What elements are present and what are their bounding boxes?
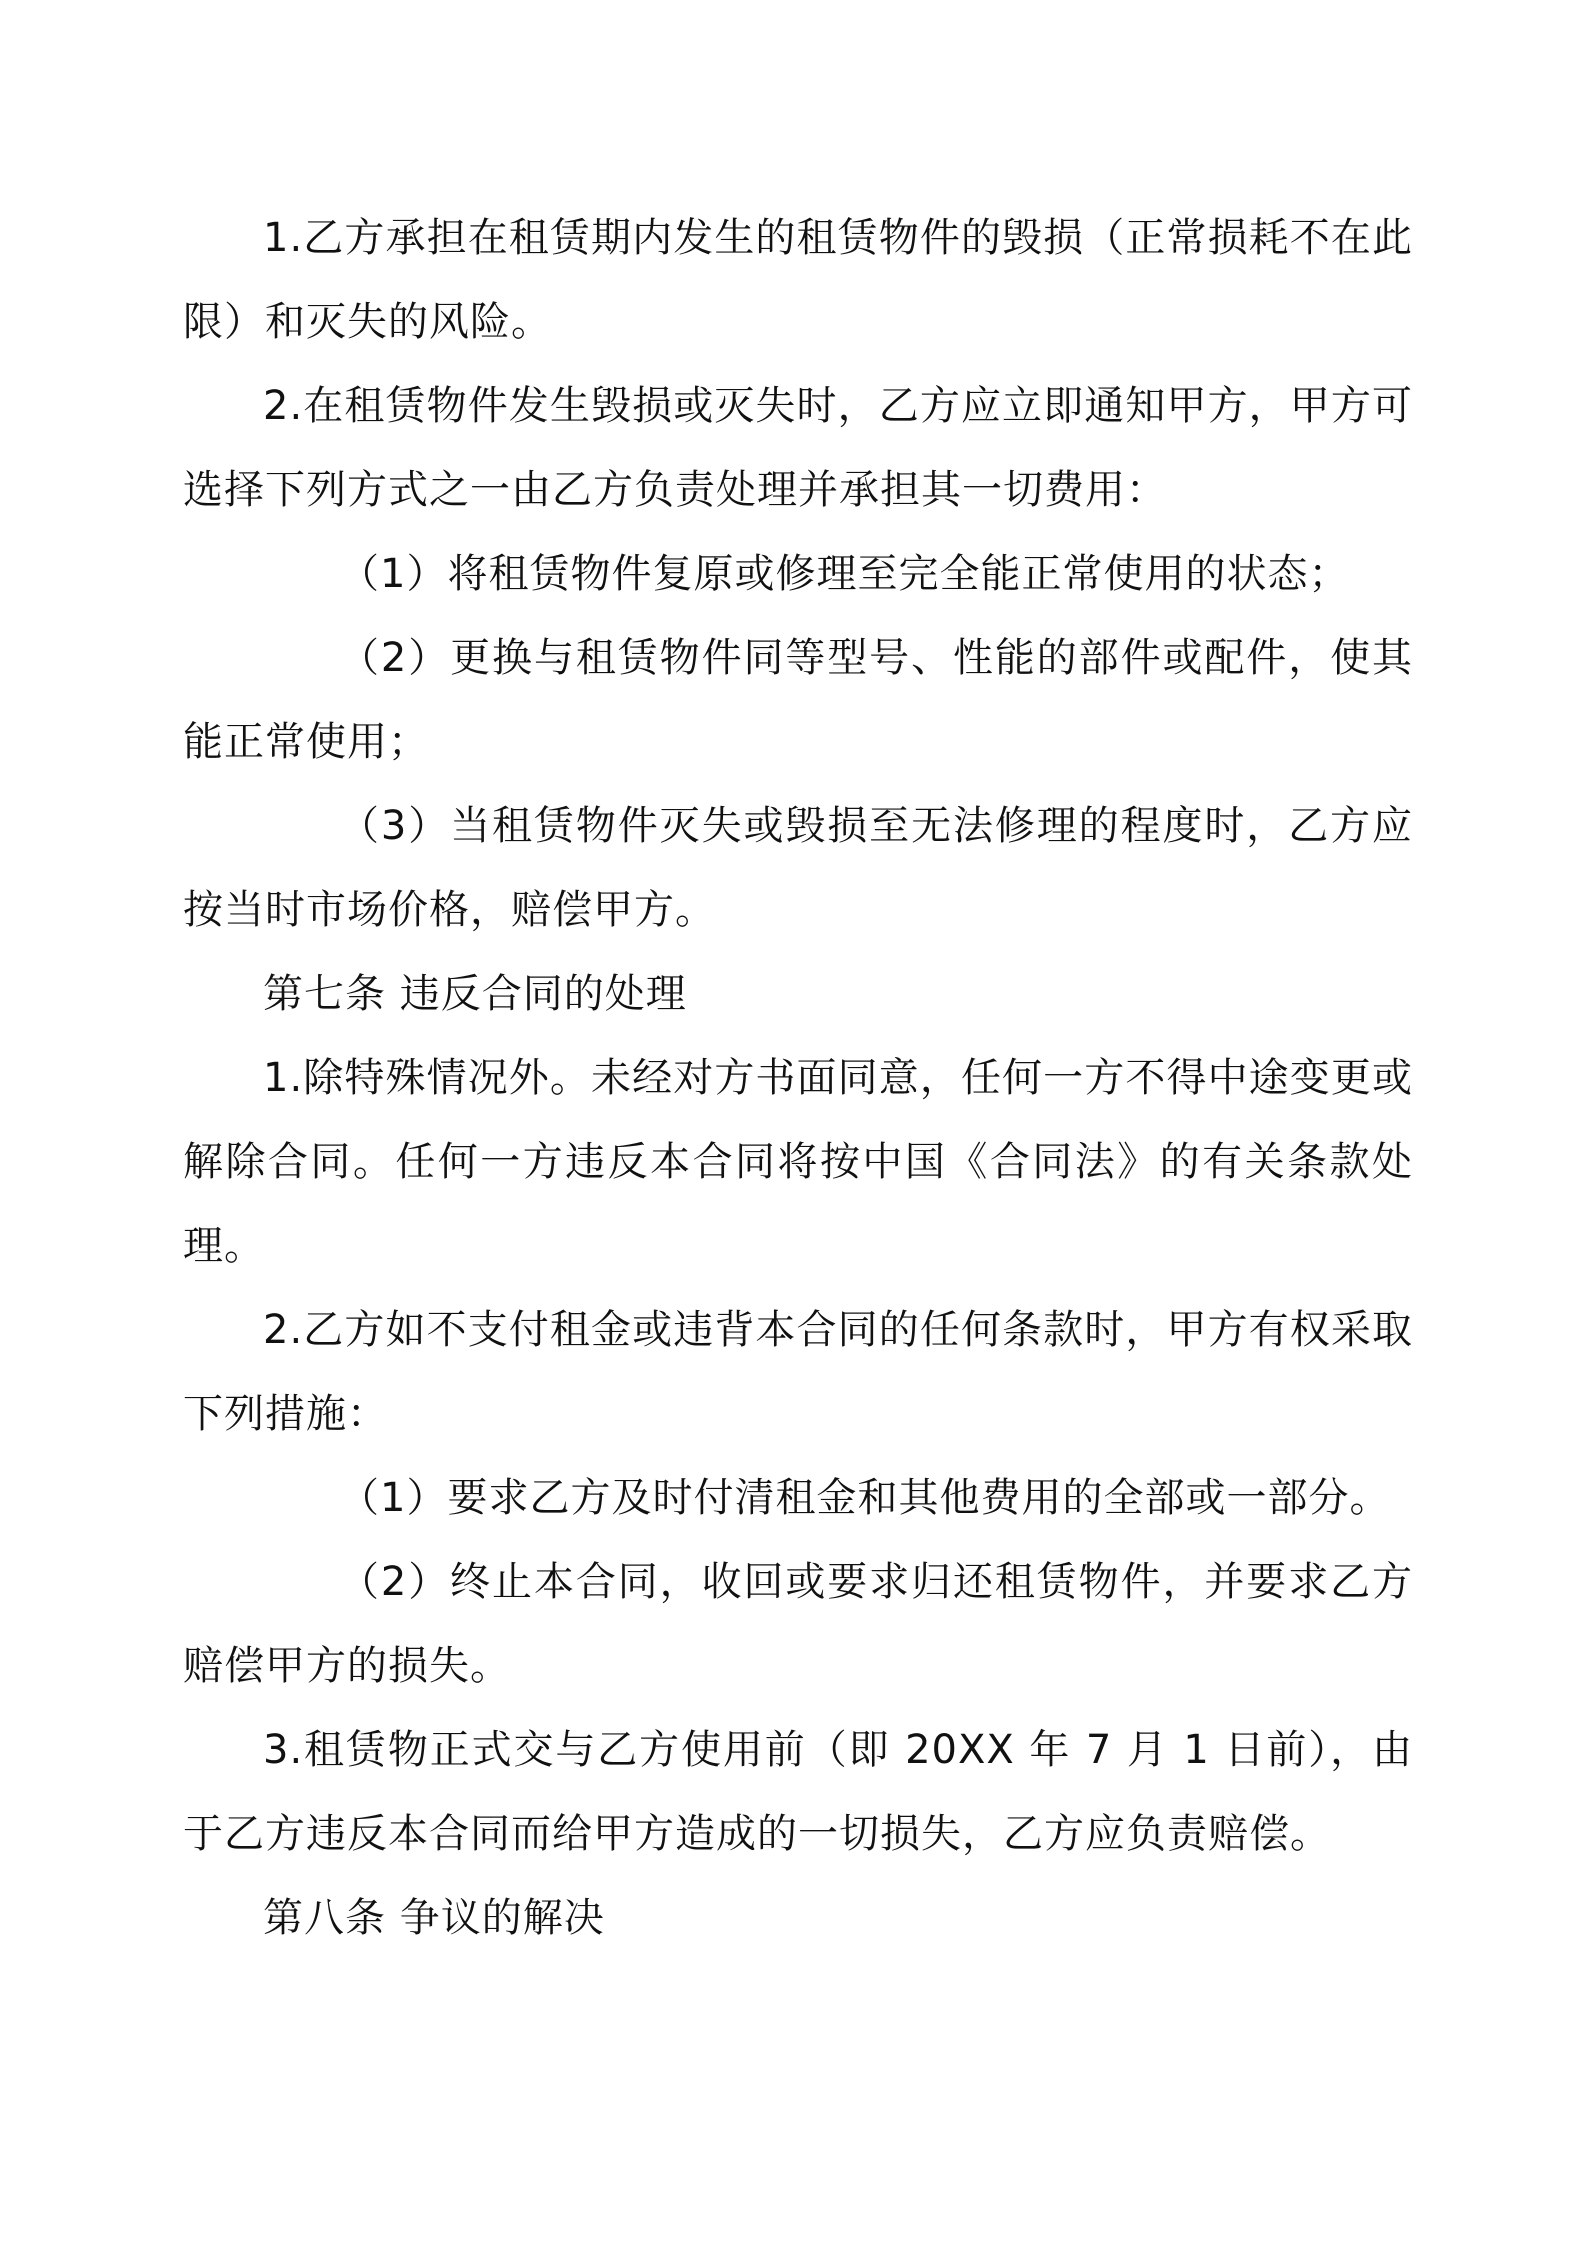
clause-6-2: 2.在租赁物件发生毁损或灭失时，乙方应立即通知甲方，甲方可选择下列方式之一由乙方负责处理并承担其一切费用： bbox=[183, 383, 1413, 513]
clause-7-2-item-1: （1）要求乙方及时付清租金和其他费用的全部或一部分。 bbox=[339, 1475, 1391, 1521]
clause-6-1: 1.乙方承担在租赁期内发生的租赁物件的毁损（正常损耗不在此限）和灭失的风险。 bbox=[183, 215, 1413, 345]
clause-6-2-item-1: （1）将租赁物件复原或修理至完全能正常使用的状态； bbox=[339, 551, 1350, 597]
clause-7-3: 3.租赁物正式交与乙方使用前（即 20XX 年 7 月 1 日前），由于乙方违反本合同而给甲方造成的一切损失，乙方应负责赔偿。 bbox=[183, 1727, 1413, 1857]
clause-7-1: 1.除特殊情况外。未经对方书面同意，任何一方不得中途变更或解除合同。任何一方违反本合同将按中国《合同法》的有关条款处理。 bbox=[183, 1055, 1413, 1269]
clause-6-2-item-2: （2）更换与租赁物件同等型号、性能的部件或配件，使其能正常使用； bbox=[183, 635, 1413, 765]
clause-7-2: 2.乙方如不支付租金或违背本合同的任何条款时，甲方有权采取下列措施： bbox=[183, 1307, 1413, 1437]
clause-6-2-item-3: （3）当租赁物件灭失或毁损至无法修理的程度时，乙方应按当时市场价格，赔偿甲方。 bbox=[183, 803, 1413, 933]
article-7-heading: 第七条 违反合同的处理 bbox=[263, 971, 687, 1017]
clause-7-2-item-2: （2）终止本合同，收回或要求归还租赁物件，并要求乙方赔偿甲方的损失。 bbox=[183, 1559, 1413, 1689]
article-8-heading: 第八条 争议的解决 bbox=[263, 1895, 605, 1941]
document-body bbox=[183, 196, 1413, 1960]
